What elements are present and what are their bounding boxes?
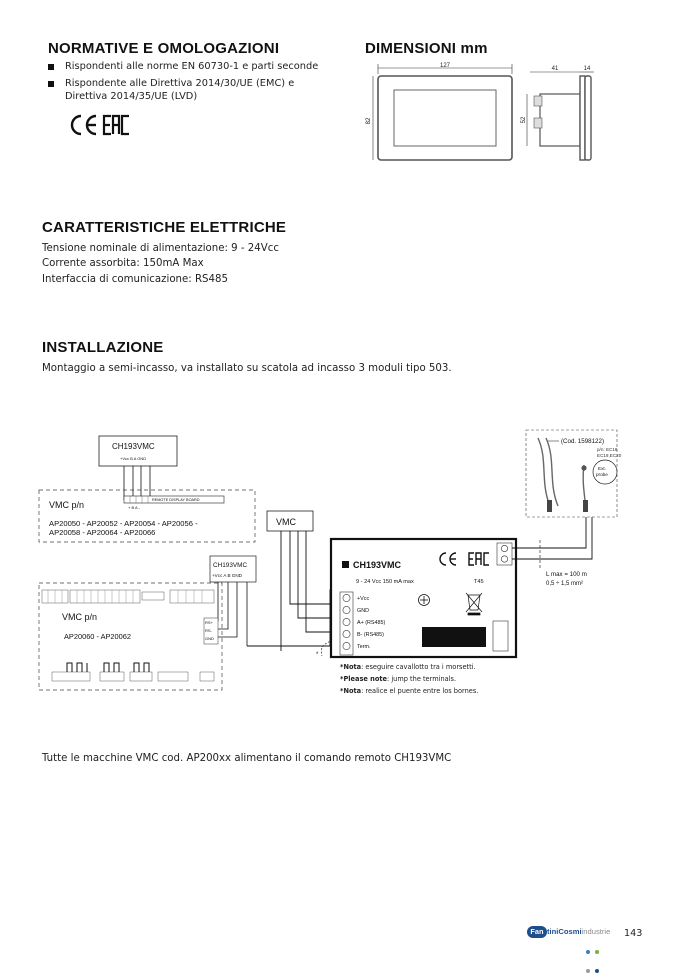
- ce-mark-icon: [72, 116, 96, 134]
- ch193-top-label: CH193VMC: [112, 442, 155, 451]
- wiring-diagram: [0, 420, 677, 700]
- vmc2-term: RS-: [205, 628, 212, 633]
- dim-depth: 41: [551, 66, 559, 72]
- probe-pn-1: p/n: EC18: [597, 447, 618, 452]
- electrical-title: CARATTERISTICHE ELETTRICHE: [42, 219, 287, 236]
- eac-mark-icon: [104, 116, 129, 134]
- note-en: *Please note: jump the terminals.: [340, 675, 457, 683]
- device-spec: 9 - 24 Vcc 150 mA max: [356, 579, 414, 585]
- ch193-mid-pins: +Vcc A B GND: [212, 573, 242, 578]
- terminal-label: +Vcc: [357, 596, 370, 602]
- lmax-label: L max = 100 m: [546, 571, 587, 578]
- ch193-mid-label: CH193VMC: [213, 562, 248, 569]
- terminal-label: Term.: [357, 644, 371, 650]
- electrical-line: Corrente assorbita: 150mA Max: [42, 258, 204, 269]
- brand-logo: [527, 925, 611, 949]
- logo-dots-icon: [586, 939, 607, 977]
- probe-pn-2: EC19,EC20: [597, 453, 622, 458]
- ch193-mid-box: [210, 556, 256, 582]
- installation-text: Montaggio a semi-incasso, va installato su scatola ad incasso 3 moduli tipo 503.: [42, 363, 452, 374]
- probe-ext-1: Ext.: [598, 466, 606, 471]
- logo-wordmark: tiniCosmiindustrie: [547, 927, 611, 936]
- normative-item: [48, 78, 313, 103]
- screw-icon: [419, 595, 430, 606]
- dim-width: 127: [439, 63, 451, 69]
- device-square-icon: [342, 561, 349, 568]
- terminal-label: B- (RS485): [357, 632, 384, 638]
- dimensions-drawing: [362, 60, 612, 170]
- bullet-square-icon: [48, 64, 54, 70]
- electrical-line: Interfaccia di comunicazione: RS485: [42, 274, 228, 285]
- ch193-top-box: [99, 436, 177, 466]
- installation-title: INSTALLAZIONE: [42, 339, 164, 356]
- dim-depth2: 14: [583, 66, 591, 72]
- bullet-square-icon: [48, 81, 54, 87]
- device-slot: [493, 621, 508, 651]
- probe-ext-2: probe: [596, 472, 608, 477]
- vmc1-label: VMC p/n: [49, 500, 85, 510]
- probe-cables-icon: [538, 438, 586, 508]
- normative-title: NORMATIVE E OMOLOGAZIONI: [48, 40, 280, 57]
- certification-marks: [68, 113, 138, 137]
- terminal-label: GND: [357, 608, 369, 614]
- dim-height: 82: [366, 117, 372, 125]
- vmc2-term: GND: [205, 636, 214, 641]
- dimensions-title: DIMENSIONI mm: [365, 40, 488, 57]
- vmc1-models-1: AP20050 - AP20052 - AP20054 - AP20056 -: [49, 519, 198, 528]
- section-label: 0,5 ÷ 1,5 mm²: [546, 581, 583, 587]
- dim-side-height: 52: [521, 116, 527, 124]
- device-display: [422, 627, 486, 647]
- device-t: T45: [474, 579, 484, 585]
- footer-note: Tutte le macchine VMC cod. AP200xx alimentano il comando remoto CH193VMC: [42, 753, 452, 764]
- vmc1-models-2: AP20058 - AP20064 - AP20066: [49, 528, 156, 537]
- probe-cod: (Cod. 1598122): [561, 438, 604, 445]
- vmc2-models: AP20060 - AP20062: [64, 632, 131, 641]
- page-number: 143: [624, 928, 643, 939]
- normative-item-text: Rispondenti alle norme EN 60730-1 e parti seconde: [65, 61, 319, 72]
- ch193-top-pins: +Vcc B A GND: [120, 456, 147, 461]
- electrical-line: Tensione nominale di alimentazione: 9 - 24Vcc: [42, 243, 279, 254]
- note-it: *Nota: eseguire cavallotto tra i morsetti.: [340, 663, 476, 671]
- device-name: CH193VMC: [353, 560, 402, 570]
- remote-board-label: REMOTE DISPLAY BOARD: [152, 498, 200, 502]
- svg-text:*: *: [316, 652, 319, 658]
- probe-sensor-icon: [593, 460, 617, 484]
- vmc2-label: VMC p/n: [62, 612, 98, 622]
- logo-badge: Fan: [527, 926, 547, 938]
- normative-item-text: Rispondente alle Direttiva 2014/30/UE (EMC) e Direttiva 2014/35/UE (LVD): [65, 78, 295, 102]
- remote-pins: + B A -: [128, 505, 140, 510]
- vmc2-term: RS+: [205, 620, 213, 625]
- vmc-box-label: VMC: [276, 517, 296, 527]
- terminal-label: A+ (RS485): [357, 620, 386, 626]
- note-es: *Nota: realice el puente entre los bornes.: [340, 687, 479, 695]
- normative-item: [48, 61, 348, 74]
